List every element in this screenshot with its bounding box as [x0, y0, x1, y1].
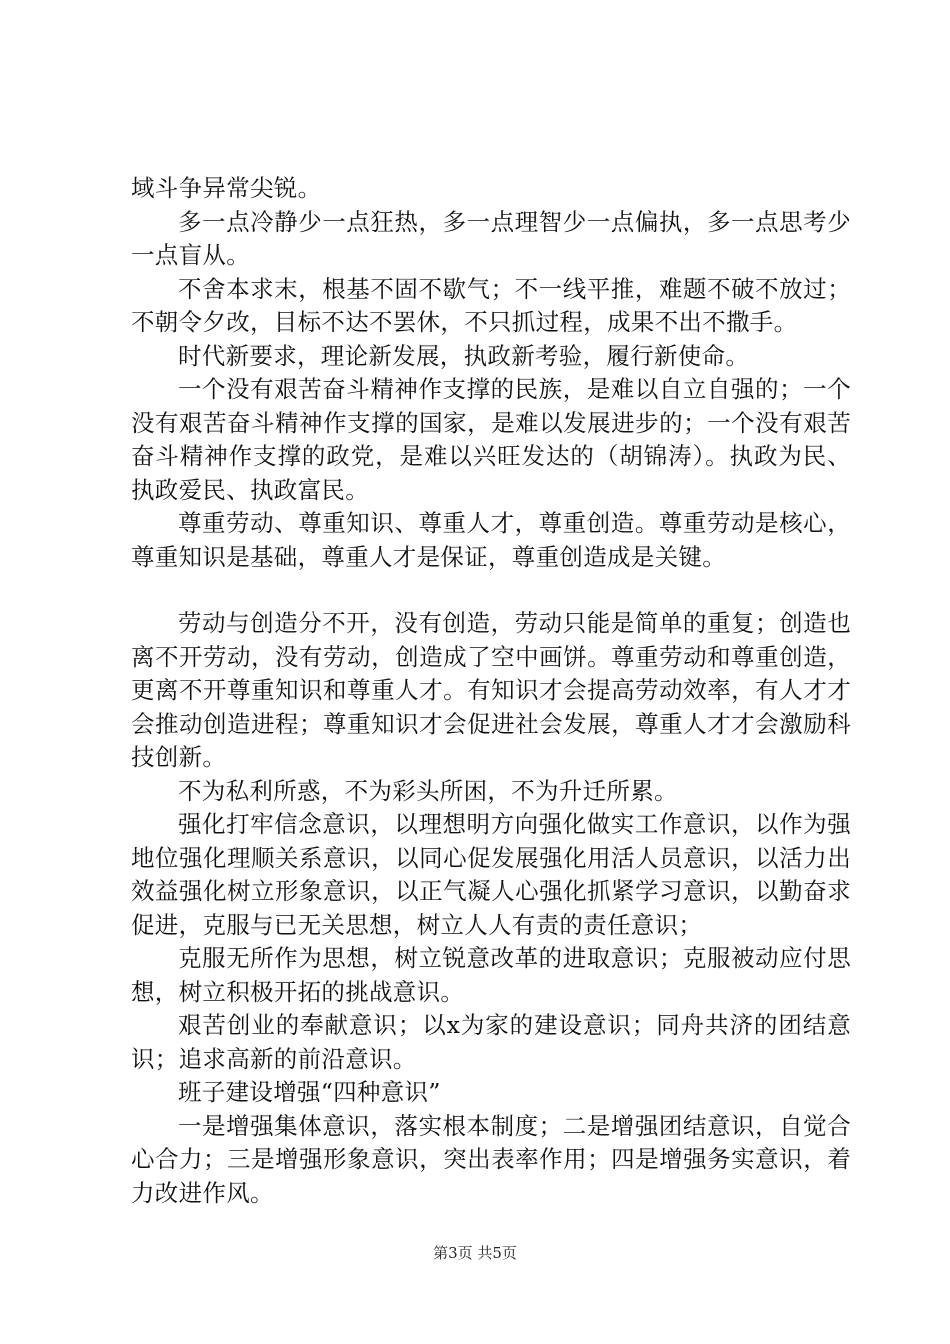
paragraph: 域斗争异常尖锐。 [131, 174, 322, 202]
paragraph: 强化打牢信念意识，以理想明方向强化做实工作意识，以作为强地位强化理顺关系意识，以同心促发展强化用活人员意识，以活力出效益强化树立形象意识，以正气凝人心强化抓紧学习意识，以勤奋求促进，克服与已无关思想，树立人人有责的责任意识； [131, 810, 851, 939]
paragraph: 一是增强集体意识，落实根本制度；二是增强团结意识，自觉合心合力；三是增强形象意识，突出表率作用；四是增强务实意识，着力改进作风。 [131, 1111, 851, 1207]
page-number-footer: 第3页 共5页 [433, 1244, 517, 1262]
paragraph: 时代新要求，理论新发展，执政新考验，履行新使命。 [178, 341, 750, 370]
paragraph: 多一点冷静少一点狂热，多一点理智少一点偏执，多一点思考少一点盲从。 [131, 207, 851, 269]
section-heading: 班子建设增强“四种意识” [178, 1078, 441, 1106]
paragraph: 克服无所作为思想，树立锐意改革的进取意识；克服被动应付思想，树立积极开拓的挑战意识。 [131, 944, 851, 1006]
paragraph: 不为私利所惑，不为彩头所困，不为升迁所累。 [178, 776, 678, 805]
paragraph: 尊重劳动、尊重知识、尊重人才，尊重创造。尊重劳动是核心，尊重知识是基础，尊重人才是保证，尊重创造成是关键。 [131, 509, 851, 571]
paragraph: 劳动与创造分不开，没有创造，劳动只能是简单的重复；创造也离不开劳动，没有劳动，创造成了空中画饼。尊重劳动和尊重创造，更离不开尊重知识和尊重人才。有知识才会提高劳动效率，有人才才会推动创造进程；尊重知识才会促进社会发展，尊重人才才会激励科技创新。 [131, 609, 851, 771]
paragraph: 一个没有艰苦奋斗精神作支撑的民族，是难以自立自强的；一个没有艰苦奋斗精神作支撑的国家，是难以发展进步的；一个没有艰苦奋斗精神作支撑的政党，是难以兴旺发达的（胡锦涛）。执政为民、执政爱民、执政富民。 [131, 375, 851, 504]
paragraph: 艰苦创业的奉献意识；以x为家的建设意识；同舟共济的团结意识；追求高新的前沿意识。 [131, 1011, 851, 1073]
document-body [131, 172, 851, 1210]
paragraph: 不舍本求末，根基不固不歇气；不一线平推，难题不破不放过；不朝令夕改，目标不达不罢休，不只抓过程，成果不出不撒手。 [131, 274, 851, 336]
